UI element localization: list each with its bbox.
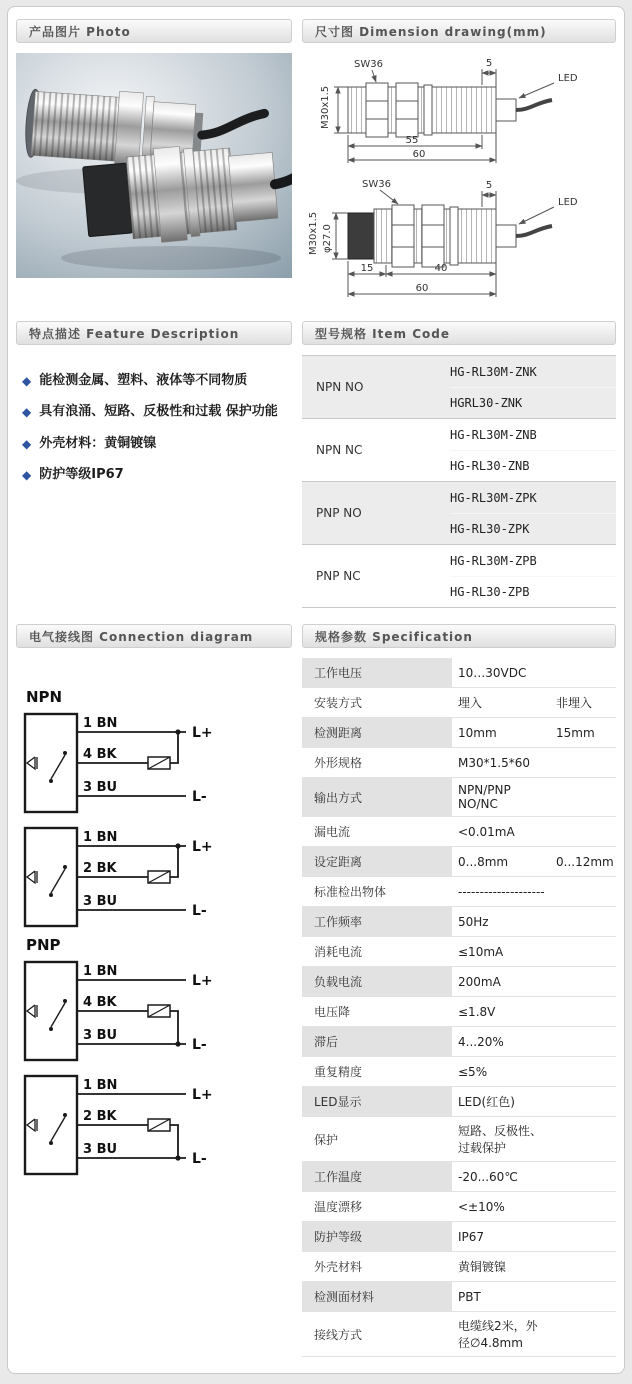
- bottom-row: [16, 624, 616, 1357]
- wire-label-bn: 1 BN: [83, 964, 118, 979]
- spec-row: [302, 1222, 616, 1252]
- item-code-section-title: 型号规格 Item Code: [315, 326, 450, 341]
- item-code-table: [302, 355, 616, 608]
- spec-row: [302, 817, 616, 847]
- connection-section-header: [16, 624, 292, 648]
- diamond-bullet-icon: ◆: [22, 405, 32, 420]
- spec-value: PBT: [458, 1289, 481, 1304]
- wire-label-bn: 1 BN: [83, 716, 118, 731]
- feature-item: [22, 434, 290, 454]
- sensor-outline: [332, 190, 554, 297]
- spec-value-2: [554, 1087, 616, 1116]
- wiring-diagram-npn-2: [20, 822, 270, 932]
- spec-value: LED(红色): [458, 1095, 515, 1109]
- spec-value-2: [554, 1162, 616, 1191]
- spec-label: 漏电流: [314, 825, 351, 839]
- spec-row: [302, 907, 616, 937]
- spec-value: 4...20%: [458, 1034, 504, 1049]
- spec-label: 滞后: [302, 1027, 452, 1056]
- top-row: [16, 19, 616, 305]
- spec-value-2: 非埋入: [556, 696, 593, 710]
- item-code-cell: [450, 482, 616, 544]
- sensing-head: [83, 163, 133, 237]
- spec-label: 工作温度: [302, 1162, 452, 1191]
- wiring-diagram-pnp-2: [20, 1070, 270, 1180]
- spec-value: M30*1.5*60: [458, 755, 530, 770]
- middle-row: [16, 321, 616, 608]
- spec-row: [302, 718, 616, 748]
- dimension-section-header: [302, 19, 616, 43]
- dim-60-label: 60: [415, 283, 429, 294]
- spec-value: 200mA: [458, 974, 501, 989]
- terminal-l-plus: L+: [192, 725, 213, 741]
- spec-value-2: [554, 877, 616, 906]
- spec-value-2: [554, 907, 616, 936]
- spec-label: 工作频率: [302, 907, 452, 936]
- feature-list: [16, 355, 292, 486]
- spec-value-2: [554, 1222, 616, 1251]
- spec-value-2: [554, 967, 616, 996]
- terminal-l-plus: L+: [192, 973, 213, 989]
- terminal-l-plus: L+: [192, 1087, 213, 1103]
- photo-section-title: 产品图片 Photo: [29, 24, 131, 39]
- wiring-diagram-pnp-1: [20, 956, 270, 1066]
- item-code-group: [302, 544, 616, 607]
- spec-row: [302, 997, 616, 1027]
- dim-15-label: 15: [360, 263, 374, 274]
- spec-value-2: [554, 1312, 616, 1356]
- spec-value: 10…30VDC: [458, 665, 527, 680]
- spec-row: [302, 688, 616, 718]
- feature-item: [22, 402, 290, 422]
- spec-value: ≤10mA: [458, 944, 504, 959]
- dim-sw36-label: SW36: [362, 179, 391, 190]
- wire-label-bu: 3 BU: [83, 1028, 118, 1043]
- dim-40-label: 40: [434, 263, 448, 274]
- spec-value: 10mm: [458, 725, 497, 740]
- spec-label: 检测面材料: [302, 1282, 452, 1311]
- spec-label: 温度漂移: [314, 1200, 363, 1214]
- item-code-cell: [450, 545, 616, 607]
- spec-value: IP67: [458, 1229, 485, 1244]
- spec-value-2: [554, 937, 616, 966]
- item-code-section-header: [302, 321, 616, 345]
- spec-row: [302, 1282, 616, 1312]
- output-type-label: PNP NC: [316, 569, 361, 583]
- connection-section-title: 电气接线图 Connection diagram: [29, 629, 254, 644]
- wire-label-bn: 1 BN: [83, 1078, 118, 1093]
- spec-label: 检测距离: [302, 718, 452, 747]
- connection-diagrams: [16, 658, 292, 1180]
- dim-60-label: 60: [412, 149, 426, 160]
- feature-item: [22, 371, 290, 391]
- wire-label-bu: 3 BU: [83, 894, 118, 909]
- item-code-cell: [450, 419, 616, 481]
- spec-section-title: 规格参数 Specification: [315, 629, 473, 644]
- output-type-label: NPN NC: [316, 443, 363, 457]
- spec-row: [302, 748, 616, 778]
- terminal-l-minus: L-: [192, 903, 207, 919]
- wire-label-bu: 3 BU: [83, 780, 118, 795]
- item-code-value: HG-RL30M-ZNK: [450, 364, 537, 379]
- spec-label: 工作电压: [302, 658, 452, 687]
- output-type-label: NPN NO: [316, 380, 364, 394]
- spec-label: 负载电流: [302, 967, 452, 996]
- dim-sw36-label: SW36: [354, 59, 383, 70]
- spec-value-2: [554, 748, 616, 777]
- feature-item: [22, 465, 290, 485]
- spec-value-2: [554, 658, 616, 687]
- spec-value: <0.01mA: [458, 824, 515, 839]
- spec-value: 埋入: [458, 696, 483, 710]
- dim-thread-label: M30x1.5: [308, 211, 319, 255]
- feature-text: 防护等级IP67: [39, 467, 124, 483]
- spec-value-2: [554, 1282, 616, 1311]
- wiring-diagram-npn-1: [20, 708, 270, 818]
- item-code-value: HG-RL30-ZNB: [450, 450, 616, 481]
- spec-row: [302, 778, 616, 817]
- spec-row: [302, 1162, 616, 1192]
- spec-value: --------------------: [458, 884, 545, 899]
- spec-value: 50Hz: [458, 914, 489, 929]
- spec-label: LED显示: [302, 1087, 452, 1116]
- spec-value-2: [554, 1027, 616, 1056]
- dim-diameter-label: φ27.0: [322, 224, 333, 253]
- wire-label-bk: 4 BK: [83, 995, 117, 1010]
- item-code-value: HG-RL30M-ZPK: [450, 490, 537, 505]
- spec-value-2: [554, 1252, 616, 1281]
- wire-label-bk: 2 BK: [83, 861, 117, 876]
- terminal-l-minus: L-: [192, 1151, 207, 1167]
- spec-value: -20...60℃: [458, 1169, 518, 1184]
- spec-label: 防护等级: [302, 1222, 452, 1251]
- spec-label: 保护: [314, 1132, 339, 1147]
- spec-row: [302, 1057, 616, 1087]
- dim-5-label: 5: [485, 180, 493, 191]
- spec-value: 短路、反极性、过载保护: [458, 1124, 543, 1155]
- photo-section-header: [16, 19, 292, 43]
- feature-section-header: [16, 321, 292, 345]
- spec-value-2: [554, 1057, 616, 1086]
- spec-label: 设定距离: [302, 847, 452, 876]
- datasheet-panel: [7, 6, 625, 1374]
- spec-label: 标准检出物体: [314, 885, 387, 899]
- dimension-section-title: 尺寸图 Dimension drawing(mm): [315, 24, 547, 39]
- item-code-group: [302, 481, 616, 544]
- spec-section-header: [302, 624, 616, 648]
- wire-label-bk: 2 BK: [83, 1109, 117, 1124]
- item-code-value: HG-RL30-ZPB: [450, 576, 616, 607]
- spec-label: 电压降: [314, 1005, 351, 1019]
- led-label: LED: [558, 197, 578, 208]
- spec-value-2: 0...12mm: [556, 854, 614, 869]
- feature-text: 外壳材料：黄铜镀镍: [39, 435, 157, 451]
- spec-row: [302, 1252, 616, 1282]
- spec-label: 安装方式: [314, 696, 363, 710]
- spec-value: 黄铜镀镍: [458, 1260, 507, 1274]
- spec-label: 输出方式: [302, 778, 452, 816]
- spec-label: 外壳材料: [314, 1260, 363, 1274]
- sensor-outline: [334, 69, 554, 163]
- spec-row: [302, 1312, 616, 1357]
- terminal-l-plus: L+: [192, 839, 213, 855]
- diamond-bullet-icon: ◆: [22, 436, 32, 451]
- item-code-value: HG-RL30M-ZNB: [450, 427, 537, 442]
- spec-value-2: [554, 997, 616, 1026]
- led-label: LED: [558, 73, 578, 84]
- spec-row: [302, 658, 616, 688]
- spec-row: [302, 1027, 616, 1057]
- product-photo: [16, 53, 292, 278]
- item-code-group: [302, 355, 616, 418]
- dim-5-label: 5: [485, 58, 493, 69]
- diamond-bullet-icon: ◆: [22, 468, 32, 483]
- pnp-group-label: PNP: [26, 936, 61, 954]
- feature-text: 能检测金属、塑料、液体等不同物质: [39, 373, 248, 388]
- spec-row: [302, 847, 616, 877]
- spec-row: [302, 1192, 616, 1222]
- spec-value-2: [554, 778, 616, 816]
- diamond-bullet-icon: ◆: [22, 374, 32, 388]
- dim-thread-label: M30x1.5: [320, 85, 331, 129]
- wire-label-bu: 3 BU: [83, 1142, 118, 1157]
- spec-value: NPN/PNP NO/NC: [458, 783, 511, 811]
- spec-row: [302, 1117, 616, 1162]
- item-code-value: HG-RL30-ZPK: [450, 513, 616, 544]
- item-code-value: HGRL30-ZNK: [450, 387, 616, 418]
- npn-group-label: NPN: [26, 688, 63, 706]
- spec-table: [302, 658, 616, 1357]
- spec-row: [302, 967, 616, 997]
- sensor-shadow: [61, 246, 281, 270]
- spec-label: 重复精度: [314, 1065, 363, 1079]
- dimension-drawing-bottom: [304, 173, 614, 305]
- terminal-l-minus: L-: [192, 1037, 207, 1053]
- dimension-drawing-top: [304, 53, 614, 173]
- dim-55-label: 55: [405, 135, 419, 146]
- sensing-head-outline: [348, 213, 374, 259]
- spec-value: <±10%: [458, 1199, 505, 1214]
- item-code-value: HG-RL30M-ZPB: [450, 553, 537, 568]
- spec-value-2: [554, 817, 616, 846]
- item-code-group: [302, 418, 616, 481]
- output-type-label: PNP NO: [316, 506, 362, 520]
- item-code-cell: [450, 356, 616, 418]
- spec-row: [302, 937, 616, 967]
- spec-label: 外形规格: [314, 756, 363, 770]
- spec-value: ≤1.8V: [458, 1004, 496, 1019]
- spec-value-2: [554, 1117, 616, 1161]
- spec-value-2: [554, 1192, 616, 1221]
- feature-text: 具有浪涌、短路、反极性和过载 保护功能: [39, 404, 278, 420]
- spec-value: 电缆线2米，外径∅4.8mm: [458, 1319, 538, 1350]
- spec-label: 消耗电流: [314, 945, 363, 959]
- spec-value: ≤5%: [458, 1064, 488, 1079]
- spec-value-2: 15mm: [556, 725, 595, 740]
- spec-row: [302, 877, 616, 907]
- wire-label-bn: 1 BN: [83, 830, 118, 845]
- wire-label-bk: 4 BK: [83, 747, 117, 762]
- feature-section-title: 特点描述 Feature Description: [29, 326, 240, 341]
- terminal-l-minus: L-: [192, 789, 207, 805]
- spec-row: [302, 1087, 616, 1117]
- spec-value: 0...8mm: [458, 854, 509, 869]
- spec-label: 接线方式: [314, 1327, 363, 1342]
